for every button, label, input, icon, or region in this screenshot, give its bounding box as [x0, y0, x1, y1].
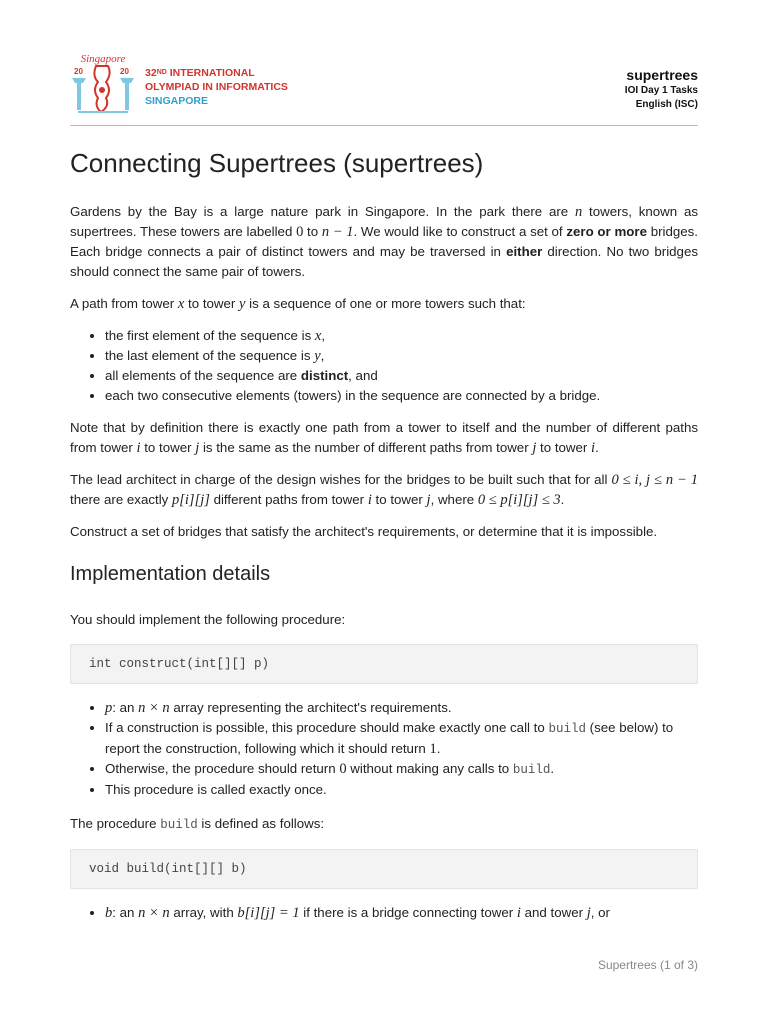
architect-paragraph: The lead architect in charge of the design wishes for the bridges to be built such that for all 0 ≤ i, j ≤ n − 1 there are exactly p[i][j] different paths from tower i to tower j, where 0 ≤ p[i][j] ≤ 3.: [70, 472, 698, 508]
ioi-logo: [68, 52, 138, 116]
task-meta: [625, 66, 698, 112]
logo-right-tree: [120, 78, 134, 110]
build-intro: The procedure build is defined as follows:: [70, 816, 325, 832]
note-paragraph: Note that by definition there is exactly one path from a tower to itself and the number of different paths from tower i to tower j is the same as the number of different paths from tower j to tower i.: [70, 420, 698, 456]
logo-left-tree: [72, 78, 86, 110]
problem-statement: [70, 146, 698, 935]
list-item: • all elements of the sequence are distinct, and: [105, 366, 698, 386]
task-name: supertrees: [626, 67, 698, 83]
header-divider: [70, 125, 698, 126]
implementation-intro: You should implement the following procedure:: [70, 612, 346, 627]
task-day: IOI Day 1 Tasks: [624, 85, 698, 96]
organization-name: 32ND INTERNATIONAL OLYMPIAD IN INFORMATICS SINGAPORE: [145, 67, 288, 107]
list-item: • the first element of the sequence is x,: [105, 326, 698, 346]
list-item: • Otherwise, the procedure should return 0 without making any calls to build.: [105, 759, 698, 780]
code-block-build: void build(int[][] b): [70, 849, 698, 889]
intro-paragraph: Gardens by the Bay is a large nature park in Singapore. In the park there are n towers, known as supertrees. These towers are labelled 0 to n − 1. We would like to construct a set of zero or more bridges. Each bridge connects a pair of distinct towers and may be traversed in either direction. No two bridges should connect the same pair of towers.: [70, 204, 698, 279]
page-footer: Supertrees (1 of 3): [597, 958, 698, 972]
construct-details-list: [70, 698, 698, 800]
list-item: • each two consecutive elements (towers) in the sequence are connected by a bridge.: [105, 386, 698, 406]
construct-paragraph: Construct a set of bridges that satisfy the architect's requirements, or determine that it is impossible.: [70, 524, 658, 539]
task-language: English (ISC): [635, 99, 698, 110]
list-item: • This procedure is called exactly once.: [105, 780, 698, 800]
path-conditions-list: [70, 326, 698, 406]
logo-year-left: 20: [74, 67, 83, 76]
list-item: • the last element of the sequence is y,: [105, 346, 698, 366]
code-block-construct: int construct(int[][] p): [70, 644, 698, 684]
build-details-list: [70, 903, 698, 923]
logo-script-text: Singapore: [80, 53, 126, 65]
page-title: Connecting Supertrees (supertrees): [70, 148, 484, 178]
logo-year-right: 20: [120, 67, 129, 76]
list-item: • b: an n × n array, with b[i][j] = 1 if there is a bridge connecting tower i and tower j, or: [105, 903, 698, 923]
implementation-heading: Implementation details: [70, 563, 271, 585]
path-definition: A path from tower x to tower y is a sequence of one or more towers such that:: [70, 296, 526, 312]
list-item: • If a construction is possible, this procedure should make exactly one call to build (see below) to report the construction, following which it should return 1.: [105, 718, 698, 759]
list-item: • p: an n × n array representing the architect's requirements.: [105, 698, 698, 718]
